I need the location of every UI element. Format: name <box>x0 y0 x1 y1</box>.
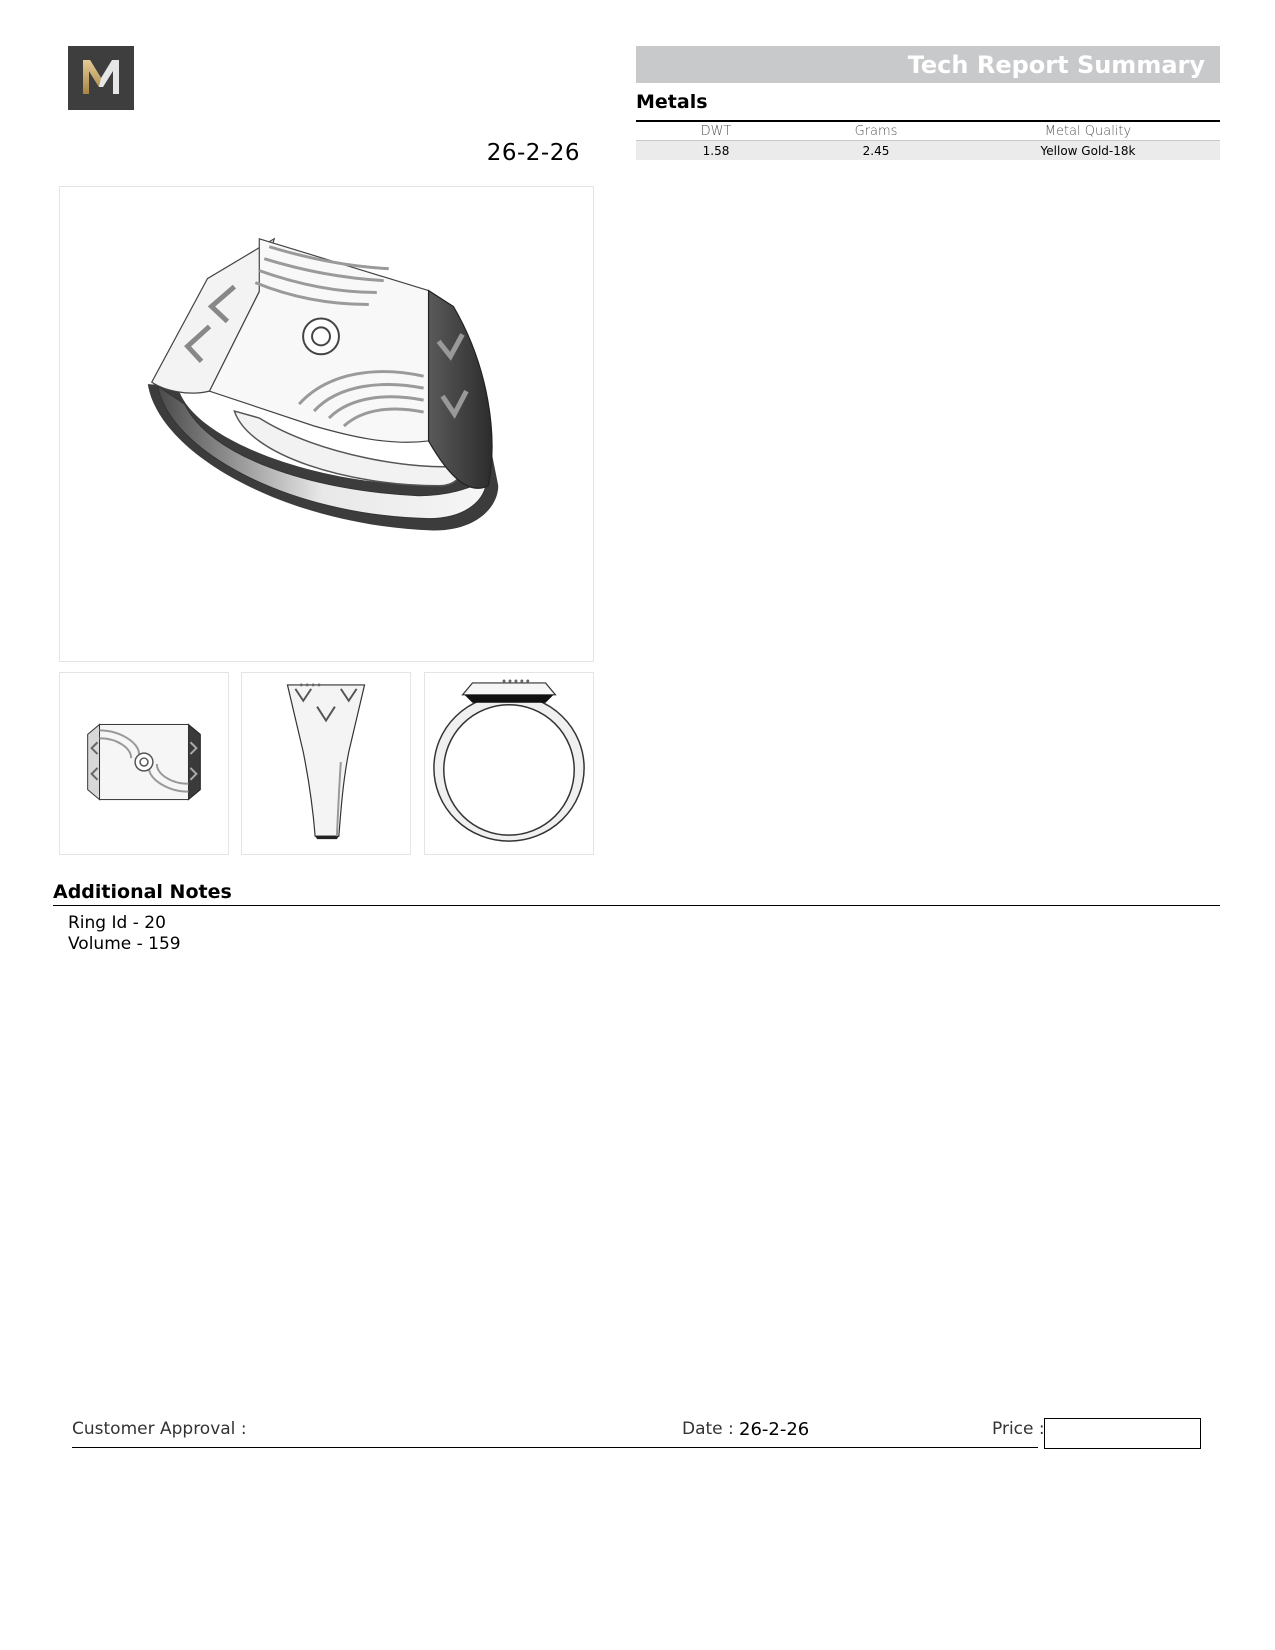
ring-front-view <box>424 672 594 855</box>
price-label: Price : <box>992 1419 1045 1439</box>
dwt-value: 1.58 <box>702 143 730 158</box>
customer-approval-label: Customer Approval : <box>72 1419 247 1439</box>
note-line-volume: Volume - 159 <box>68 934 181 954</box>
metal-quality-column-header: Metal Quality <box>1044 123 1132 139</box>
note-line-ring-id: Ring Id - 20 <box>68 913 166 933</box>
logo-mark-icon <box>68 46 134 110</box>
ring-front-view-icon <box>425 673 593 854</box>
ring-top-view <box>59 672 229 855</box>
ring-side-view-icon <box>242 673 410 854</box>
notes-divider <box>53 905 1220 906</box>
report-title: Tech Report Summary <box>907 51 1205 79</box>
ring-perspective-render <box>59 186 594 662</box>
grams-column-header: Grams <box>854 123 898 139</box>
ring-side-view <box>241 672 411 855</box>
ring-top-view-icon <box>60 673 228 854</box>
grams-value: 2.45 <box>862 143 890 158</box>
price-field[interactable] <box>1044 1418 1201 1449</box>
metal-quality-value: Yellow Gold-18k <box>1040 143 1136 158</box>
header-date: 26-2-26 <box>486 140 580 166</box>
table-row <box>636 141 1220 160</box>
metals-header-row <box>636 122 1220 141</box>
report-title-bar <box>636 46 1220 83</box>
notes-body <box>68 913 181 955</box>
additional-notes-heading: Additional Notes <box>53 881 232 903</box>
footer-date-value: 26-2-26 <box>739 1419 810 1440</box>
ring-perspective-icon <box>60 187 593 661</box>
signature-line <box>72 1447 1038 1448</box>
m-monogram-logo <box>68 46 134 110</box>
metals-table <box>636 122 1220 160</box>
metals-heading: Metals <box>636 91 708 113</box>
footer-date-label: Date : <box>682 1419 734 1439</box>
dwt-column-header: DWT <box>700 123 732 139</box>
